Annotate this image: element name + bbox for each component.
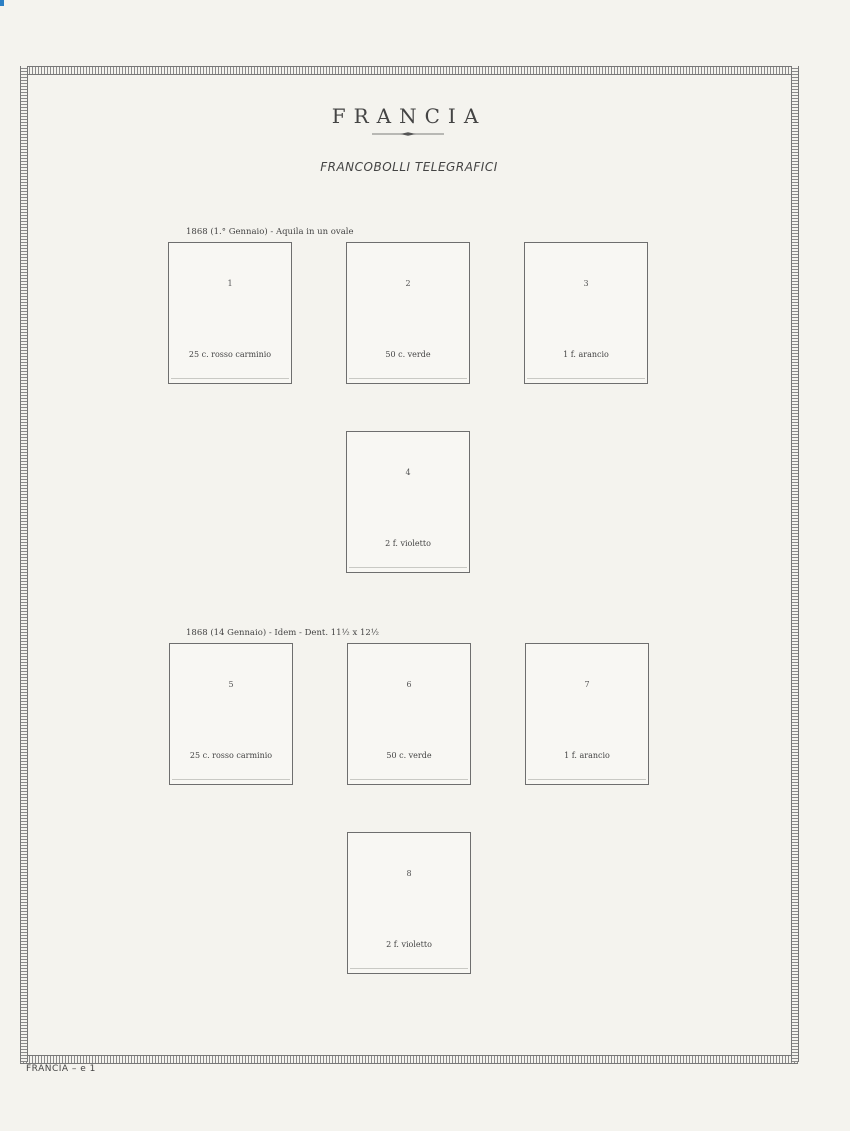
page-edge-mark [0, 0, 4, 6]
page-title: FRANCIA [331, 104, 487, 128]
slot-description: 2 f. violetto [385, 539, 431, 548]
slot-number: 7 [584, 680, 590, 689]
stamp-slot [525, 643, 649, 785]
slot-number: 8 [406, 869, 412, 878]
stamp-slot [347, 643, 471, 785]
stamp-slot [524, 242, 648, 384]
stamp-slot [169, 643, 293, 785]
section-heading: 1868 (1.° Gennaio) - Aquila in un ovale [186, 227, 354, 237]
frame-top-border [20, 66, 798, 75]
slot-number: 2 [405, 279, 411, 288]
slot-description: 1 f. arancio [563, 350, 609, 359]
title-ornament [372, 132, 444, 136]
frame-bottom-border [20, 1055, 798, 1064]
slot-number: 3 [583, 279, 589, 288]
slot-description: 50 c. verde [385, 350, 431, 359]
section-heading: 1868 (14 Gennaio) - Idem - Dent. 11½ x 12½ [186, 628, 380, 638]
slot-number: 6 [406, 680, 412, 689]
stamp-slot [346, 242, 470, 384]
slot-number: 5 [228, 680, 234, 689]
slot-description: 2 f. violetto [386, 940, 432, 949]
slot-description: 1 f. arancio [564, 751, 610, 760]
slot-description: 25 c. rosso carminio [189, 751, 273, 760]
stamp-slot [347, 832, 471, 974]
slot-description: 50 c. verde [386, 751, 432, 760]
slot-number: 1 [227, 279, 233, 288]
frame-right-border [791, 66, 799, 1062]
stamp-slot [168, 242, 292, 384]
slot-description: 25 c. rosso carminio [188, 350, 272, 359]
page-subtitle: FRANCOBOLLI TELEGRAFICI [320, 160, 498, 174]
frame-left-border [20, 66, 28, 1062]
page-footer: FRANCIA – e 1 [26, 1064, 96, 1074]
slot-number: 4 [405, 468, 411, 477]
stamp-slot [346, 431, 470, 573]
